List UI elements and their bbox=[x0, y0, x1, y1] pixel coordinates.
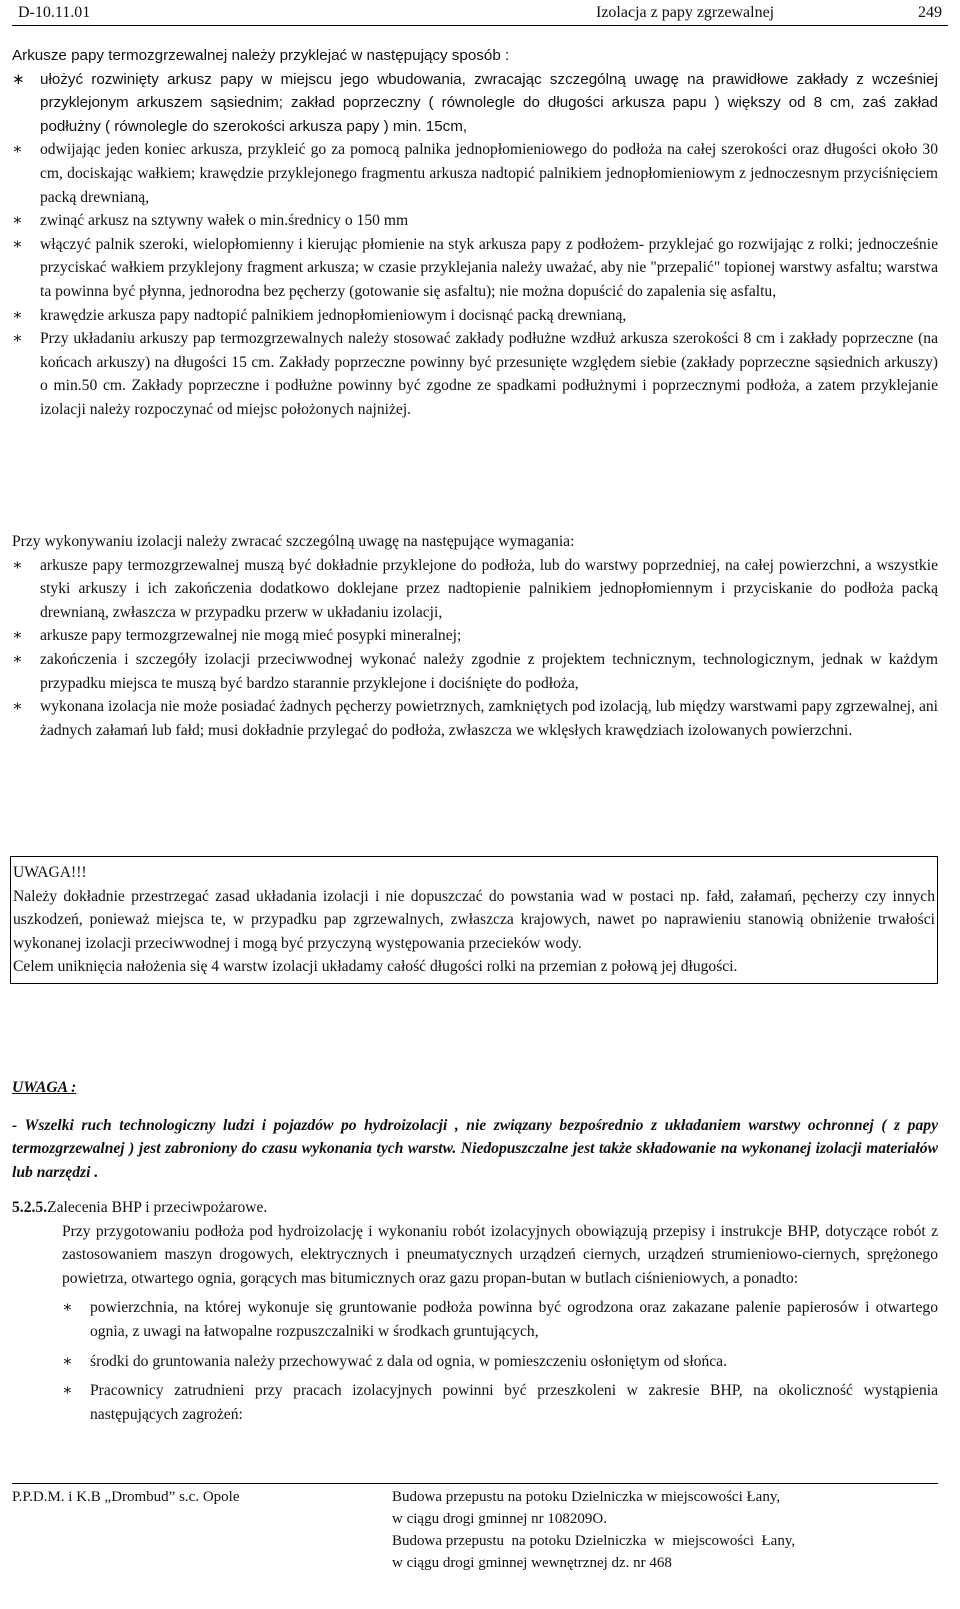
section-bhp bbox=[12, 1196, 938, 1426]
warning-paragraph: Celem uniknięcia nałożenia się 4 warstw izolacji układamy całość długości rolki na przemian z połową jej długości. bbox=[13, 958, 738, 976]
bullet-icon: ∗ bbox=[12, 70, 25, 88]
bullet-icon: ∗ bbox=[12, 141, 23, 159]
bullet-icon: ∗ bbox=[62, 1352, 73, 1370]
list-item: ∗ arkusze papy termozgrzewalnej muszą być dokładnie przyklejone do podłoża, lub do warstwy poprzedniej, na całej powierzchni, a wszystkie styki arkuszy i ich zakończenia dodatkowo doklejane przez nadtopienie palnikiem jednopłomiennym i przyciskanie do podłoża packą drewnianą, zwłaszcza w przypadku przerw w układaniu izolacji, bbox=[12, 554, 938, 625]
warning-paragraph: Należy dokładnie przestrzegać zasad układania izolacji i nie dopuszczać do powstania wad w postaci np. fałd, załamań, pęcherzy czy innych uszkodzeń, ponieważ miejsca te, w przypadku pap zgrzewalnych, zwłaszcza krajowych, nawet po naprawieniu stanowią obniżenie trwałości wykonanej izolacji przeciwwodnej i mogą być przyczyną występowania przecieków wody. bbox=[13, 887, 935, 952]
warning-paragraph: - Wszelki ruch technologiczny ludzi i pojazdów po hydroizolacji , nie związany bezpośrednio z układaniem warstwy ochronnej ( z papy termozgrzewalnej ) jest zabroniony do czasu wykonania tych warstw. Niedopuszczalne jest także składowanie na wykonanej izolacji materiałów lub narzędzi . bbox=[12, 1116, 938, 1181]
page-number: 249 bbox=[918, 4, 942, 21]
list-item: ∗ ułożyć rozwinięty arkusz papy w miejscu jego wbudowania, zwracając szczególną uwagę na prawidłowe zakłady z wcześniej przyklejonym arkuszem sąsiednim; zakład poprzeczny ( równolegle do długości arkusza papu ) większy od 8 cm, zaś zakład podłużny ( równolegle do szerokości arkusza papy ) min. 15cm, bbox=[12, 68, 938, 139]
section-intro: Przy wykonywaniu izolacji należy zwracać szczególną uwagę na następujące wymagania: bbox=[12, 533, 575, 550]
list-item: ∗ środki do gruntowania należy przechowywać z dala od ognia, w pomieszczeniu osłoniętym od słońca. bbox=[62, 1350, 938, 1374]
footer-project-line: w ciągu drogi gminnej nr 108209O. bbox=[392, 1511, 607, 1527]
bullet-icon: ∗ bbox=[12, 556, 23, 574]
bullet-icon: ∗ bbox=[12, 235, 23, 253]
list-item: ∗ krawędzie arkusza papy nadtopić palnikiem jednopłomieniowym i docisnąć packą drewnianą, bbox=[12, 304, 938, 328]
section-application-method bbox=[12, 44, 938, 422]
bullet-list bbox=[62, 1296, 938, 1426]
list-item: ∗ Pracownicy zatrudnieni przy pracach izolacyjnych powinni być przeszkoleni w zakresie BHP, na okoliczność wystąpienia następujących zagrożeń: bbox=[62, 1379, 938, 1426]
page-header bbox=[18, 4, 942, 24]
list-item: ∗ zwinąć arkusz na sztywny wałek o min.średnicy o 150 mm bbox=[12, 209, 938, 233]
list-item: ∗ wykonana izolacja nie może posiadać żadnych pęcherzy powietrznych, zamkniętych pod izolacją, lub między warstwami papy zgrzewalnej, ani żadnych załamań lub fałd; musi dokładnie przylegać do podłoża, zwłaszcza we wklęsłych krawędziach izolowanych powierzchni. bbox=[12, 695, 938, 742]
footer-project-line: Budowa przepustu na potoku Dzielniczka w miejscowości Łany, bbox=[392, 1489, 781, 1505]
bullet-icon: ∗ bbox=[12, 306, 23, 324]
warning-title: UWAGA : bbox=[12, 1079, 77, 1096]
section-intro: Przy przygotowaniu podłoża pod hydroizolację i wykonaniu robót izolacyjnych obowiązują przepisy i instrukcje BHP, dotyczące robót z zastosowaniem maszyn drogowych, elektrycznych i pneumatycznych urządzeń ciernych, urządzeń strumieniowo-ciernych, sprężonego powietrza, otwartego ognia, gorących mas bitumicznych oraz gazu propan-butan w butlach ciśnieniowych, a ponadto: bbox=[62, 1222, 938, 1287]
list-item: ∗ odwijając jeden koniec arkusza, przykleić go za pomocą palnika jednopłomieniowego do podłoża na całej szerokości oraz długości około 30 cm, dociskając wałkiem; krawędzie przyklejonego fragmentu arkusza nadtopić palnikiem jednopłomieniowym z jednoczesnym przyciśnięciem packą drewnianą, bbox=[12, 138, 938, 209]
bullet-list bbox=[12, 68, 938, 422]
footer-project-line: w ciągu drogi gminnej wewnętrznej dz. nr 468 bbox=[392, 1555, 672, 1571]
section-title: Zalecenia BHP i przeciwpożarowe. bbox=[47, 1199, 268, 1216]
traffic-warning bbox=[12, 1076, 938, 1184]
bullet-icon: ∗ bbox=[12, 698, 23, 716]
section-intro: Arkusze papy termozgrzewalnej należy przyklejać w następujący sposób : bbox=[12, 47, 510, 64]
footer-project-line: Budowa przepustu na potoku Dzielniczka w miejscowości Łany, bbox=[392, 1533, 796, 1549]
bullet-icon: ∗ bbox=[62, 1299, 73, 1317]
section-heading bbox=[12, 1196, 938, 1220]
list-item: ∗ włączyć palnik szeroki, wielopłomienny i kierując płomienie na styk arkusza papy z podłożem- przyklejać go rozwijając z rolki; jednocześnie przyciskać wałkiem przyklejony fragment arkusza; w czasie przyklejania należy uważać, aby nie "przepalić" topionej warstwy asfaltu; warstwa ta powinna być płynna, jednorodna bez pęcherzy (gotowanie się asfaltu); nie można dopuścić do zapalenia się asfaltu, bbox=[12, 233, 938, 304]
bullet-icon: ∗ bbox=[12, 212, 23, 230]
footer-projects bbox=[392, 1486, 922, 1574]
section-number: 5.2.5. bbox=[12, 1199, 48, 1216]
doc-code: D-10.11.01 bbox=[18, 4, 91, 21]
footer-company: P.P.D.M. i K.B „Drombud” s.c. Opole bbox=[12, 1489, 240, 1505]
doc-title: Izolacja z papy zgrzewalnej bbox=[596, 4, 775, 21]
bullet-icon: ∗ bbox=[12, 330, 23, 348]
bullet-list bbox=[12, 554, 938, 743]
header-divider bbox=[12, 25, 948, 26]
bullet-icon: ∗ bbox=[12, 650, 23, 668]
list-item: ∗ zakończenia i szczegóły izolacji przeciwwodnej wykonać należy zgodnie z projektem technicznym, technologicznym, jednak w każdym przypadku miejsca te muszą być bardzo starannie przyklejone i dociśnięte do podłoża, bbox=[12, 648, 938, 695]
bullet-icon: ∗ bbox=[62, 1382, 73, 1400]
list-item: ∗ powierzchnia, na której wykonuje się gruntowanie podłoża powinna być ogrodzona oraz zakazane palenie papierosów i otwartego ognia, z uwagi na łatwopalne rozpuszczalniki w środkach gruntujących, bbox=[62, 1296, 938, 1343]
warning-title: UWAGA!!! bbox=[13, 864, 87, 881]
footer-divider bbox=[12, 1483, 938, 1484]
warning-box bbox=[10, 856, 938, 984]
bullet-icon: ∗ bbox=[12, 627, 23, 645]
section-requirements bbox=[12, 530, 938, 742]
list-item: ∗ arkusze papy termozgrzewalnej nie mogą mieć posypki mineralnej; bbox=[12, 624, 938, 648]
list-item: ∗ Przy układaniu arkuszy pap termozgrzewalnych należy stosować zakłady podłużne wzdłuż arkusza szerokości 8 cm i zakłady poprzeczne (na końcach arkuszy) na długości 15 cm. Zakłady poprzeczne powinny być przesunięte względem siebie (zakłady poprzeczne sąsiednich arkuszy) o min.50 cm. Zakłady poprzeczne i podłużne powinny być zgodne ze spadkami podłużnymi i poprzecznymi podłoża, a zatem przyklejanie izolacji należy rozpoczynać od miejsc położonych najniżej. bbox=[12, 327, 938, 421]
